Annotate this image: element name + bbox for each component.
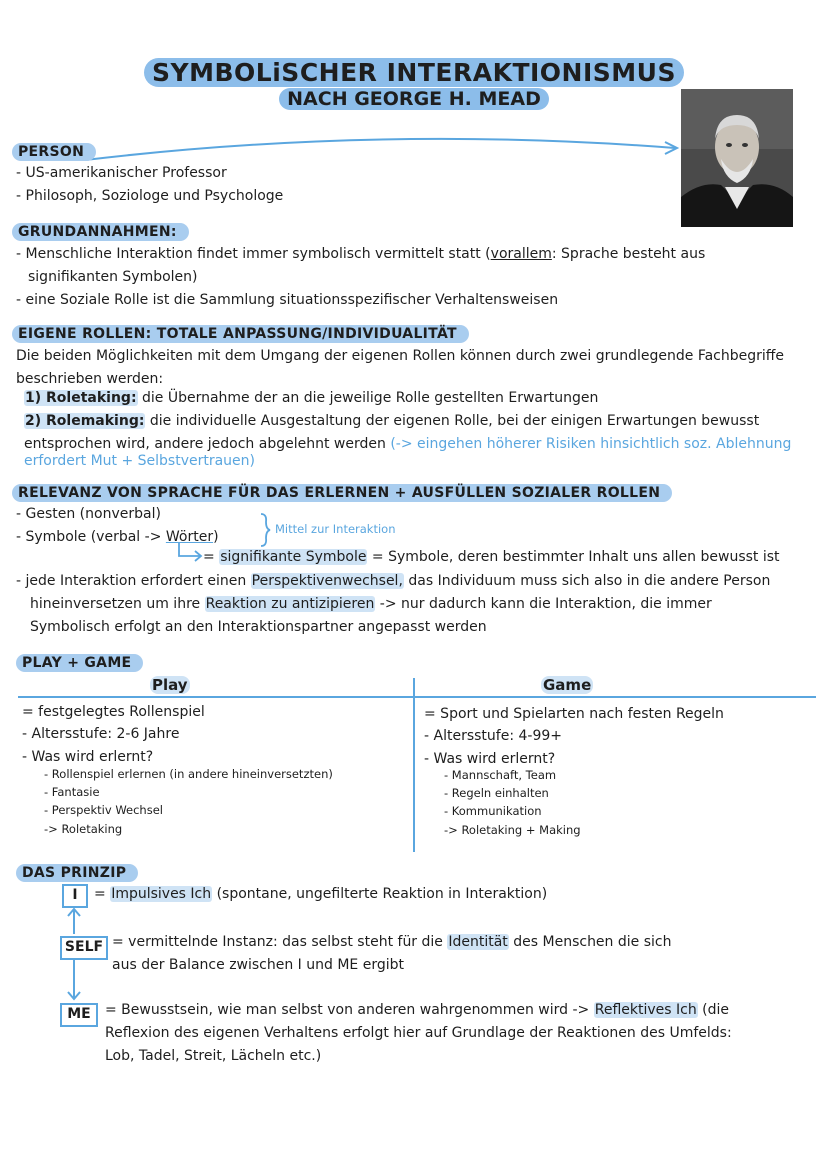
signifikante-term: signifikante Symbole — [220, 549, 367, 565]
me-line-2: Reflexion des eigenen Verhaltens erfolgt hier auf Grundlage der Reaktionen des Umfelds: — [105, 1025, 732, 1041]
person-item-1: - US-amerikanischer Professor — [16, 165, 227, 181]
person-heading: PERSON — [12, 143, 96, 161]
roletaking-term: 1) Roletaking: — [25, 390, 137, 406]
text-fragment: = Bewusstsein, wie man selbst von anderen wahrgenommen wird -> — [105, 1002, 594, 1018]
i-line — [94, 883, 547, 905]
sprache-heading: RELEVANZ VON SPRACHE FÜR DAS ERLERNEN + AUSFÜLLEN SOZIALER ROLLEN — [12, 484, 672, 502]
person-item-2: - Philosoph, Soziologe und Psychologe — [16, 188, 284, 204]
play-sub-1: - Rollenspiel erlernen (in andere hineinversetzten) — [44, 767, 333, 781]
prinzip-heading: DAS PRINZIP — [16, 864, 138, 882]
rolemaking-note: (-> eingehen höherer Risiken hinsichtlich soz. Ablehnung — [390, 436, 792, 452]
brace-icon — [258, 512, 272, 548]
perspektive-line-3: Symbolisch erfolgt an den Interaktionspartner angepasst werden — [30, 619, 487, 635]
game-item-1: = Sport und Spielarten nach festen Regeln — [424, 706, 724, 722]
page-subtitle: NACH GEORGE H. MEAD — [279, 88, 549, 110]
arrow-down-icon — [64, 958, 84, 1002]
perspektivenwechsel-term: Perspektivenwechsel, — [251, 573, 403, 589]
play-title-wrap — [150, 675, 190, 694]
portrait-illustration — [681, 89, 793, 227]
text-fragment: ) — [213, 529, 219, 545]
impulsives-ich-term: Impulsives Ich — [111, 886, 212, 902]
reflektives-ich-term: Reflektives Ich — [594, 1002, 697, 1018]
play-sub-3: - Perspektiv Wechsel — [44, 803, 163, 817]
grundannahmen-line-3: - eine Soziale Rolle ist die Sammlung situationsspezifischer Verhaltensweisen — [16, 292, 559, 308]
section-person — [12, 141, 96, 160]
play-item-2: - Altersstufe: 2-6 Jahre — [22, 726, 180, 742]
section-rollen — [12, 323, 469, 342]
text-fragment: - jede Interaktion erfordert einen — [16, 573, 251, 589]
text-fragment: die individuelle Ausgestaltung der eigenen Rolle, bei der einigen Erwartungen bewusst — [145, 413, 760, 429]
play-sub-4: -> Roletaking — [44, 822, 123, 836]
section-grundannahmen — [12, 221, 189, 240]
play-sub-2: - Fantasie — [44, 785, 100, 799]
roletaking-line — [24, 387, 598, 409]
text-fragment: = — [94, 886, 111, 902]
grundannahmen-line-1 — [16, 243, 705, 265]
portrait-photo — [681, 89, 793, 227]
text-fragment: hineinversetzen um ihre — [30, 596, 205, 612]
game-sub-3: - Kommunikation — [444, 804, 542, 818]
self-box: SELF — [60, 936, 108, 960]
rolemaking-line — [24, 410, 759, 432]
section-sprache — [12, 482, 672, 501]
identitaet-term: Identität — [448, 934, 508, 950]
rollen-heading: EIGENE ROLLEN: TOTALE ANPASSUNG/INDIVIDUALITÄT — [12, 325, 469, 343]
text-fragment: - Symbole (verbal -> — [16, 529, 166, 545]
me-box: ME — [60, 1003, 98, 1027]
woerter-term: Wörter — [165, 529, 214, 545]
me-line-1 — [105, 999, 729, 1021]
self-line-2: aus der Balance zwischen I und ME ergibt — [112, 957, 404, 973]
signifikante-line — [203, 546, 780, 568]
text-fragment: das Individuum muss sich also in die andere Person — [403, 573, 771, 589]
play-title: Play — [152, 676, 188, 694]
text-fragment: entsprochen wird, andere jedoch abgelehnt werden — [24, 436, 391, 452]
text-fragment: die Übernahme der an die jeweilige Rolle gestellten Erwartungen — [137, 390, 599, 406]
text-fragment: = Symbole, deren bestimmter Inhalt uns allen bewusst ist — [367, 549, 780, 565]
rollen-intro-2: beschrieben werden: — [16, 371, 164, 387]
rolemaking-note-2: erfordert Mut + Selbstvertrauen) — [24, 453, 255, 469]
underlined-term: vorallem — [490, 246, 552, 262]
game-title: Game — [543, 676, 592, 694]
page-title: SYMBOLiSCHER INTERAKTIONISMUS — [144, 58, 684, 87]
grundannahmen-line-2: signifikanten Symbolen) — [28, 269, 198, 285]
table-divider-vertical — [413, 678, 415, 852]
table-divider-horizontal — [18, 696, 816, 698]
perspektive-line-1 — [16, 570, 770, 592]
grundannahmen-heading: GRUNDANNAHMEN: — [12, 223, 189, 241]
game-item-2: - Altersstufe: 4-99+ — [424, 728, 562, 744]
gesten-line: - Gesten (nonverbal) — [16, 506, 161, 522]
text-fragment: des Menschen die sich — [508, 934, 672, 950]
text-fragment: = vermittelnde Instanz: das selbst steht für die — [112, 934, 448, 950]
text-fragment: -> nur dadurch kann die Interaktion, die immer — [375, 596, 712, 612]
game-sub-4: -> Roletaking + Making — [444, 823, 581, 837]
antizipieren-term: Reaktion zu antizipieren — [205, 596, 375, 612]
game-sub-2: - Regeln einhalten — [444, 786, 549, 800]
mittel-note: Mittel zur Interaktion — [275, 522, 396, 536]
me-line-3: Lob, Tadel, Streit, Lächeln etc.) — [105, 1048, 322, 1064]
play-item-1: = festgelegtes Rollenspiel — [22, 704, 205, 720]
section-prinzip — [16, 862, 138, 881]
title-line1-wrap — [0, 58, 828, 87]
self-line-1 — [112, 931, 671, 953]
text-fragment: : Sprache besteht aus — [551, 246, 706, 262]
i-box: I — [62, 884, 88, 908]
section-playgame — [16, 652, 143, 671]
rollen-intro-1: Die beiden Möglichkeiten mit dem Umgang der eigenen Rollen können durch zwei grundlegende Fachbegriffe — [16, 348, 785, 364]
text-fragment: (spontane, ungefilterte Reaktion in Interaktion) — [212, 886, 548, 902]
rolemaking-term: 2) Rolemaking: — [25, 413, 145, 429]
text-fragment: - Menschliche Interaktion findet immer symbolisch vermittelt statt ( — [16, 246, 491, 262]
text-fragment: (die — [697, 1002, 730, 1018]
game-title-wrap — [541, 675, 593, 694]
arrow-up-icon — [64, 906, 84, 936]
play-item-3: - Was wird erlernt? — [22, 749, 154, 765]
game-sub-1: - Mannschaft, Team — [444, 768, 557, 782]
bent-arrow-icon — [176, 542, 206, 562]
text-fragment: = — [203, 549, 220, 565]
perspektive-line-2 — [30, 593, 712, 615]
game-item-3: - Was wird erlernt? — [424, 751, 556, 767]
playgame-heading: PLAY + GAME — [16, 654, 143, 672]
